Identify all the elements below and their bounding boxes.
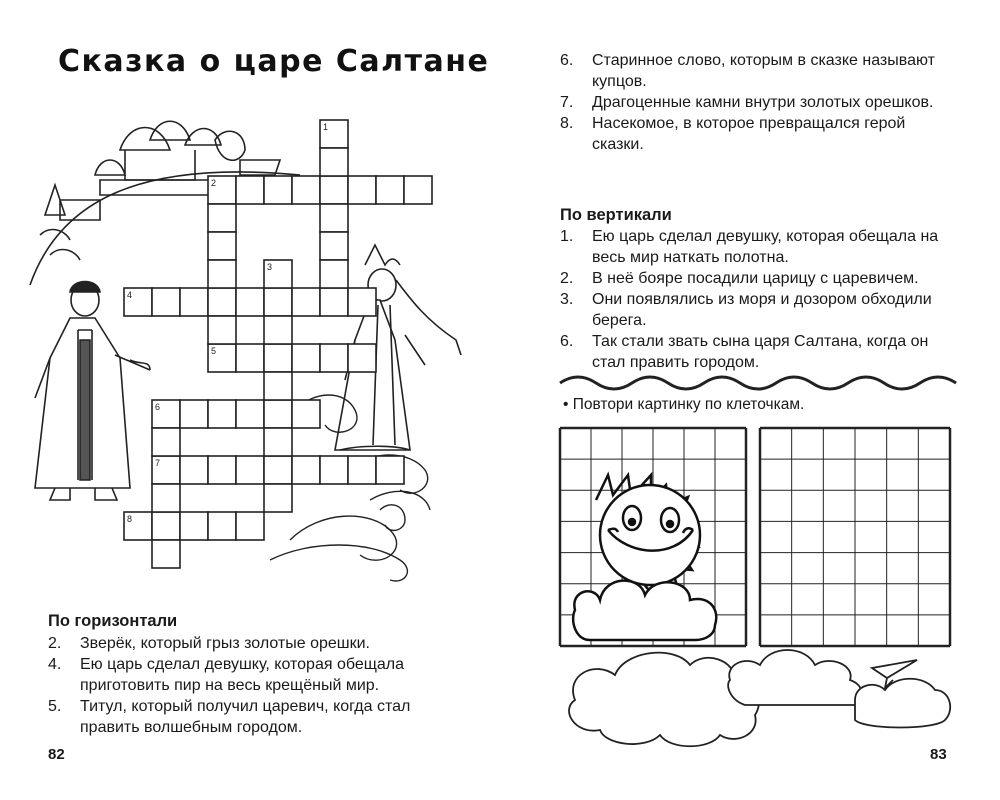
clue-text: В неё бояре посадили царицу с царевичем. — [592, 270, 919, 287]
clue-number: 3. — [560, 291, 574, 308]
clue-item — [560, 331, 940, 373]
clue-text: Зверёк, который грыз золотые орешки. — [80, 635, 370, 652]
crossword-cell[interactable] — [236, 400, 264, 428]
crossword-cell[interactable] — [152, 484, 180, 512]
clue-text: Ею царь сделал девушку, которая обещала приготовить пир на весь крещёный мир. — [80, 656, 405, 694]
clue-number: 8. — [560, 115, 574, 132]
crossword-cell[interactable] — [208, 232, 236, 260]
crossword-cell[interactable] — [292, 400, 320, 428]
crossword-number: 5 — [211, 346, 217, 356]
clue-text: Так стали звать сына царя Салтана, когда он стал править городом. — [592, 333, 929, 371]
clue-number: 2. — [48, 635, 62, 652]
crossword-cell[interactable] — [292, 344, 320, 372]
page-number-left: 82 — [48, 746, 65, 763]
clue-number: 2. — [560, 270, 574, 287]
crossword-cell[interactable] — [320, 288, 348, 316]
clue-number: 4. — [48, 656, 62, 673]
crossword-number: 6 — [155, 402, 161, 412]
crossword-cell[interactable] — [264, 428, 292, 456]
crossword-cell[interactable] — [236, 344, 264, 372]
crossword-cell[interactable] — [180, 512, 208, 540]
crossword-cell[interactable] — [292, 176, 320, 204]
across-clues-continued — [560, 50, 940, 155]
crossword-cell[interactable] — [320, 232, 348, 260]
clouds-illustration — [569, 650, 950, 746]
crossword-cell[interactable] — [152, 540, 180, 568]
clue-number: 7. — [560, 94, 574, 111]
down-clues-block — [560, 206, 940, 373]
crossword-cell[interactable] — [208, 288, 236, 316]
crossword-cell[interactable] — [404, 176, 432, 204]
crossword-cell[interactable] — [236, 512, 264, 540]
crossword-cell[interactable] — [264, 288, 292, 316]
crossword-number: 7 — [155, 458, 161, 468]
crossword-cell[interactable] — [208, 204, 236, 232]
clue-text: Насекомое, в которое превращался герой сказки. — [592, 115, 906, 153]
empty-grid — [760, 428, 950, 646]
clue-number: 1. — [560, 228, 574, 245]
crossword-cell[interactable] — [236, 176, 264, 204]
crossword-cell[interactable] — [348, 288, 376, 316]
across-clues-list — [48, 633, 448, 738]
across-heading: По горизонтали — [48, 612, 178, 630]
down-heading: По вертикали — [560, 206, 672, 224]
crossword-cell[interactable] — [264, 316, 292, 344]
wavy-divider — [560, 377, 956, 389]
crossword-cell[interactable] — [152, 512, 180, 540]
clue-item — [48, 654, 448, 696]
crossword-cell[interactable] — [292, 288, 320, 316]
crossword-cell[interactable] — [264, 400, 292, 428]
sun-drawing — [573, 475, 716, 640]
clue-item — [560, 289, 940, 331]
down-clues-list — [560, 226, 940, 373]
crossword-number: 2 — [211, 178, 217, 188]
crossword-cell[interactable] — [348, 176, 376, 204]
crossword-cell[interactable] — [264, 176, 292, 204]
page-number-right: 83 — [930, 746, 947, 763]
crossword-cell[interactable] — [320, 204, 348, 232]
clue-text: Старинное слово, которым в сказке называют купцов. — [592, 52, 935, 90]
clue-item — [560, 113, 940, 155]
crossword-cell[interactable] — [264, 484, 292, 512]
page-title: Сказка о царе Салтане — [58, 44, 490, 79]
crossword-cell[interactable] — [208, 400, 236, 428]
clue-item — [560, 268, 940, 289]
across-clues-list-continued — [560, 50, 940, 155]
crossword-cell[interactable] — [264, 344, 292, 372]
clue-item — [48, 696, 448, 738]
crossword-cell[interactable] — [180, 288, 208, 316]
drawing-instruction: • Повтори картинку по клеточкам. — [563, 396, 805, 413]
clue-number: 5. — [48, 698, 62, 715]
crossword-cell[interactable] — [376, 456, 404, 484]
crossword-cell[interactable] — [320, 148, 348, 176]
crossword-cell[interactable] — [376, 176, 404, 204]
clue-item — [48, 633, 448, 654]
clue-item — [560, 92, 940, 113]
crossword-cell[interactable] — [320, 260, 348, 288]
clue-text: Драгоценные камни внутри золотых орешков. — [592, 94, 934, 111]
crossword-cell[interactable] — [180, 456, 208, 484]
crossword-cell[interactable] — [348, 456, 376, 484]
crossword-cell[interactable] — [152, 428, 180, 456]
crossword-cell[interactable] — [152, 288, 180, 316]
clue-text: Они появлялись из моря и дозором обходили берега. — [592, 291, 932, 329]
crossword-cell[interactable] — [208, 456, 236, 484]
clue-number: 6. — [560, 52, 574, 69]
crossword-cell[interactable] — [320, 456, 348, 484]
crossword-cell[interactable] — [264, 372, 292, 400]
clue-item — [560, 50, 940, 92]
crossword-cell[interactable] — [236, 288, 264, 316]
crossword-number: 8 — [127, 514, 133, 524]
crossword-cell[interactable] — [208, 260, 236, 288]
across-clues-block — [48, 612, 448, 738]
crossword-cell[interactable] — [208, 512, 236, 540]
crossword-number: 4 — [127, 290, 133, 300]
crossword-cell[interactable] — [208, 316, 236, 344]
crossword-cell[interactable] — [348, 344, 376, 372]
crossword-cell[interactable] — [292, 456, 320, 484]
crossword-cell[interactable] — [180, 400, 208, 428]
clue-item — [560, 226, 940, 268]
clue-text: Ею царь сделал девушку, которая обещала на весь мир наткать полотна. — [592, 228, 939, 266]
crossword-number: 1 — [323, 122, 329, 132]
crossword-cell[interactable] — [264, 456, 292, 484]
crossword-cell[interactable] — [320, 176, 348, 204]
crossword-cell[interactable] — [320, 344, 348, 372]
crossword-number: 3 — [267, 262, 273, 272]
clue-text: Титул, который получил царевич, когда стал править волшебным городом. — [80, 698, 411, 736]
clue-number: 6. — [560, 333, 574, 350]
crossword-cell[interactable] — [236, 456, 264, 484]
